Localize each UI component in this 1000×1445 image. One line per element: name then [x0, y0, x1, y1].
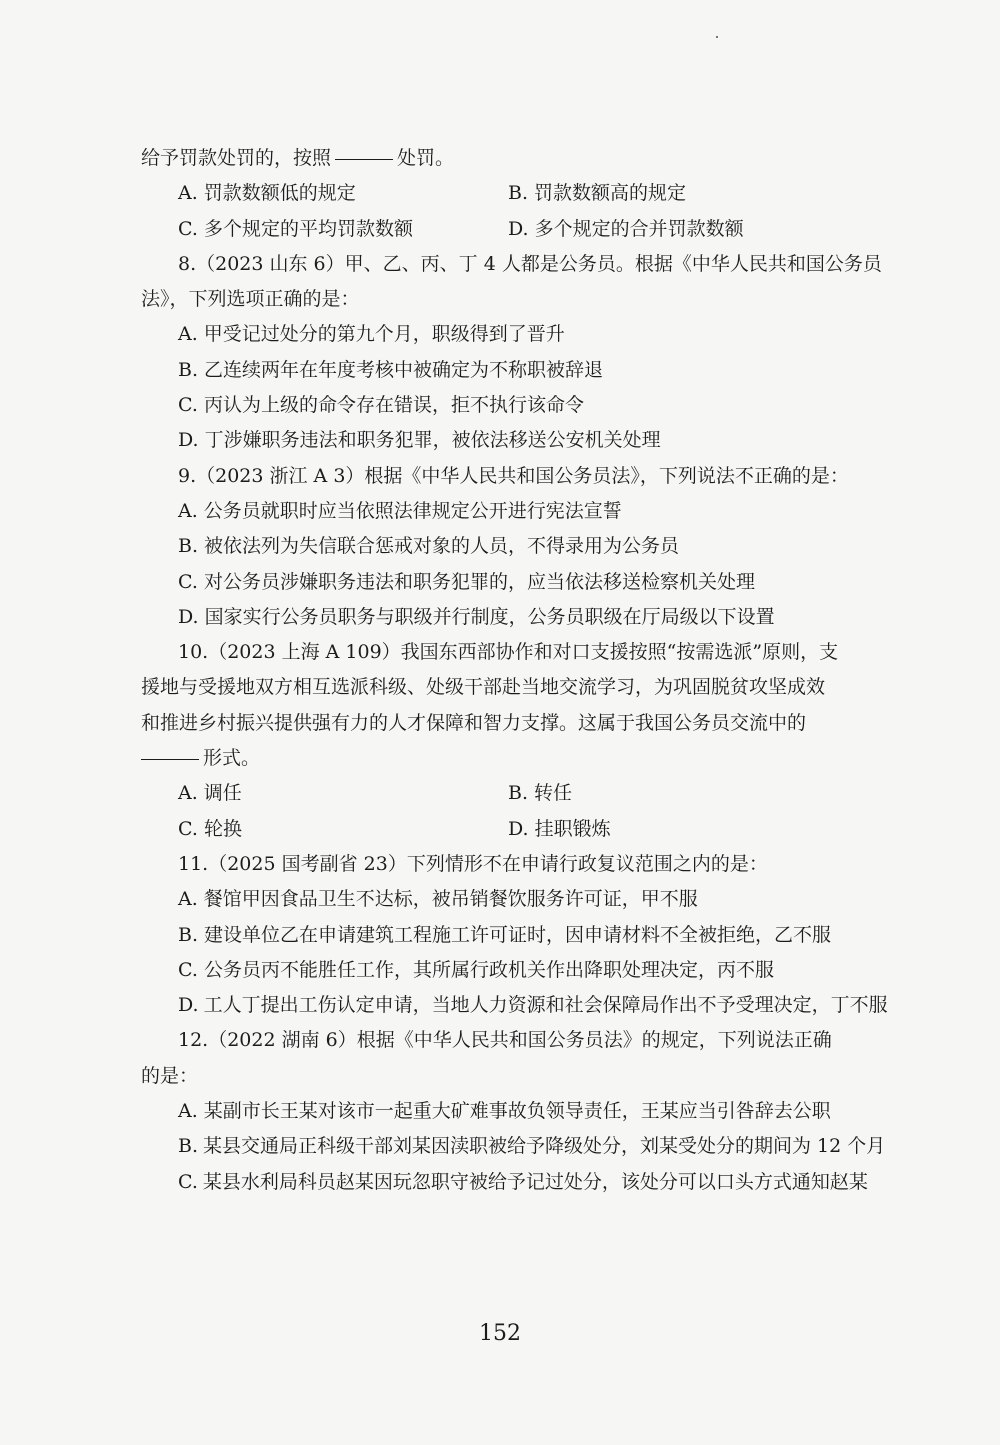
q10-stem-line3: 和推进乡村振兴提供强有力的人才保障和智力支撑。这属于我国公务员交流中的: [141, 711, 807, 734]
answer-blank: [141, 758, 199, 760]
q10-options-row1: [141, 776, 891, 811]
page-number: 152: [479, 1321, 521, 1346]
q11-stem: 11.（2025 国考副省 23）下列情形不在申请行政复议范围之内的是：: [178, 852, 768, 875]
q10-stem-tail: 形式。: [141, 741, 891, 776]
q11-option-a: A. 餐馆甲因食品卫生不达标，被吊销餐饮服务许可证，甲不服: [178, 888, 698, 911]
q9-option-c: C. 对公务员涉嫌职务违法和职务犯罪的，应当依法移送检察机关处理: [178, 570, 755, 593]
q7-options-row2: [141, 212, 891, 247]
q10-option-a: A. 调任: [178, 782, 242, 805]
q8-stem: 8.（2023 山东 6）甲、乙、丙、丁 4 人都是公务员。根据《中华人民共和国公务员法》，下列选项正确的是：: [141, 252, 882, 311]
q8-option-b: B. 乙连续两年在年度考核中被确定为不称职被辞退: [178, 358, 604, 381]
page-body: [141, 141, 891, 1200]
q10-stem-line1: 10.（2023 上海 A 109）我国东西部协作和对口支援按照“按需选派”原则，支: [178, 641, 839, 664]
q9-option-a: A. 公务员就职时应当依照法律规定公开进行宪法宣誓: [178, 499, 622, 522]
q7-option-a: A. 罚款数额低的规定: [178, 182, 356, 205]
q9-stem: 9.（2023 浙江 A 3）根据《中华人民共和国公务员法》，下列说法不正确的是：: [178, 464, 849, 487]
q12-option-a: A. 某副市长王某对该市一起重大矿难事故负领导责任，王某应当引咎辞去公职: [178, 1100, 831, 1123]
q9-option-d: D. 国家实行公务员职务与职级并行制度，公务员职级在厅局级以下设置: [178, 605, 775, 628]
q10-stem-line2: 援地与受援地双方相互选派科级、处级干部赴当地交流学习，为巩固脱贫攻坚成效: [141, 676, 826, 699]
q7-option-d: D. 多个规定的合并罚款数额: [508, 217, 744, 240]
q12-stem-line2: 的是：: [141, 1064, 199, 1087]
scan-speck: [716, 36, 718, 38]
q7-option-c: C. 多个规定的平均罚款数额: [178, 217, 413, 240]
q7-stem-tail: 给予罚款处罚的，按照 处罚。: [141, 147, 455, 169]
q10-option-d: D. 挂职锻炼: [508, 817, 611, 840]
q8-option-a: A. 甲受记过处分的第九个月，职级得到了晋升: [178, 323, 565, 346]
q12-option-c: C. 某县水利局科员赵某因玩忽职守被给予记过处分，该处分可以口头方式通知赵某: [178, 1170, 868, 1193]
q11-option-b: B. 建设单位乙在申请建筑工程施工许可证时，因申请材料不全被拒绝，乙不服: [178, 923, 832, 946]
q8-option-d: D. 丁涉嫌职务违法和职务犯罪，被依法移送公安机关处理: [178, 429, 661, 452]
q7-option-b: B. 罚款数额高的规定: [508, 182, 687, 205]
q9-option-b: B. 被依法列为失信联合惩戒对象的人员，不得录用为公务员: [178, 535, 680, 558]
q10-option-c: C. 轮换: [178, 817, 242, 840]
q7-options-row1: [141, 176, 891, 211]
q10-option-b: B. 转任: [508, 782, 573, 805]
q12-stem-line1: 12.（2022 湖南 6）根据《中华人民共和国公务员法》的规定，下列说法正确: [178, 1029, 832, 1052]
q12-option-b: B. 某县交通局正科级干部刘某因渎职被给予降级处分，刘某受处分的期间为 12 个月: [178, 1135, 886, 1158]
answer-blank: [335, 158, 393, 160]
q11-option-c: C. 公务员丙不能胜任工作，其所属行政机关作出降职处理决定，丙不服: [178, 958, 774, 981]
q8-option-c: C. 丙认为上级的命令存在错误，拒不执行该命令: [178, 394, 584, 417]
q11-option-d: D. 工人丁提出工伤认定申请，当地人力资源和社会保障局作出不予受理决定，丁不服: [178, 994, 888, 1017]
q10-options-row2: [141, 812, 891, 847]
